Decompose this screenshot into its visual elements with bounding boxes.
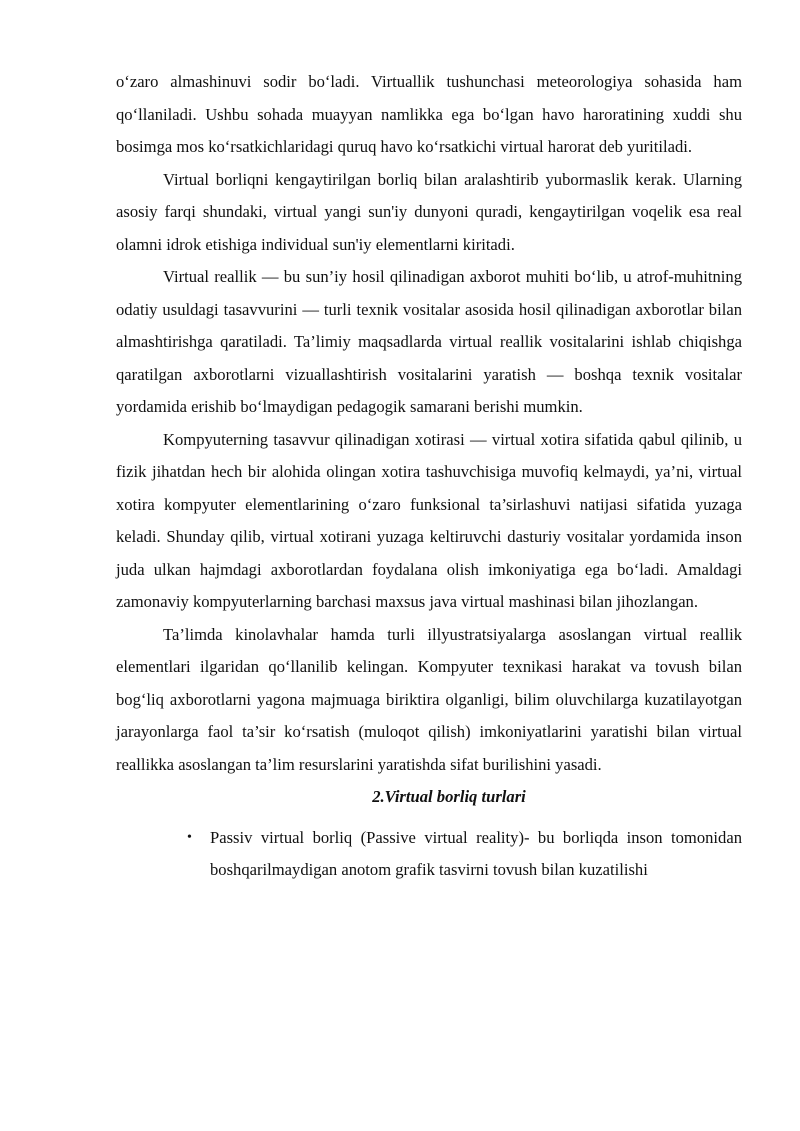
section-heading: 2.Virtual borliq turlari (372, 787, 526, 806)
paragraph: o‘zaro almashinuvi sodir bo‘ladi. Virtuallik tushunchasi meteorologiya sohasida ham qo‘llaniladi. Ushbu sohada muayyan namlikka ega bo‘lgan havo haroratining xuddi shu bosimga mos ko‘rsatkichlaridagi quruq havo ko‘rsatkichi virtual harorat deb yuritiladi. (116, 72, 742, 156)
document-page (116, 66, 742, 887)
paragraph: Kompyuterning tasavvur qilinadigan xotirasi — virtual xotira sifatida qabul qilinib, u fizik jihatdan hech bir alohida olingan xotira tashuvchisiga muvofiq kelmaydi, ya’ni, virtual xotira kompyuter elementlarining o‘zaro funksional ta’sirlashuvi natijasi sifatida yuzaga keladi. Shunday qilib, virtual xotirani yuzaga keltiruvchi dasturiy vositalar yordamida inson juda ulkan hajmdagi axborotlardan foydalana olish imkoniyatiga ega bo‘ladi. Amaldagi zamonaviy kompyuterlarning barchasi maxsus java virtual mashinasi bilan jihozlangan. (116, 429, 742, 611)
paragraph: Virtual borliqni kengaytirilgan borliq bilan aralashtirib yubormaslik kerak. Ularning asosiy farqi shundaki, virtual yangi sun'iy dunyoni quradi, kengaytirilgan voqelik esa real olamni idrok etishiga individual sun'iy elementlarni kiritadi. (116, 169, 742, 254)
list-item (187, 822, 742, 887)
paragraph: Virtual reallik — bu sun’iy hosil qilinadigan axborot muhiti bo‘lib, u atrof-muhitning odatiy usuldagi tasavvurini — turli texnik vositalar asosida hosil qilinadigan axborotlar bilan almashtirishga qaratiladi. Ta’limiy maqsadlarda virtual reallik vositalarini ishlab chiqishga qaratilgan axborotlarni vizuallashtirish vositalarini yaratish — boshqa texnik vositalar yordamida erishib bo‘lmaydigan pedagogik samarani berishi mumkin. (116, 267, 742, 416)
list-item-text: Passiv virtual borliq (Passive virtual reality)- bu borliqda inson tomonidan boshqarilmaydigan anotom grafik tasvirni tovush bilan kuzatilishi (210, 827, 742, 879)
bullet-icon: • (187, 829, 192, 845)
paragraph: Ta’limda kinolavhalar hamda turli illyustratsiyalarga asoslangan virtual reallik elementlari ilgaridan qo‘llanilib kelingan. Kompyuter texnikasi harakat va tovush bilan bog‘liq axborotlarni yagona majmuaga biriktira olganligi, bilim oluvchilarga kuzatilayotgan jarayonlarga faol ta’sir ko‘rsatish (muloqot qilish) imkoniyatlarini yaratishi bilan virtual reallikka asoslangan ta’lim resurslarini yaratishda sifat burilishini yasadi. (116, 624, 742, 774)
bullet-list (116, 822, 742, 887)
